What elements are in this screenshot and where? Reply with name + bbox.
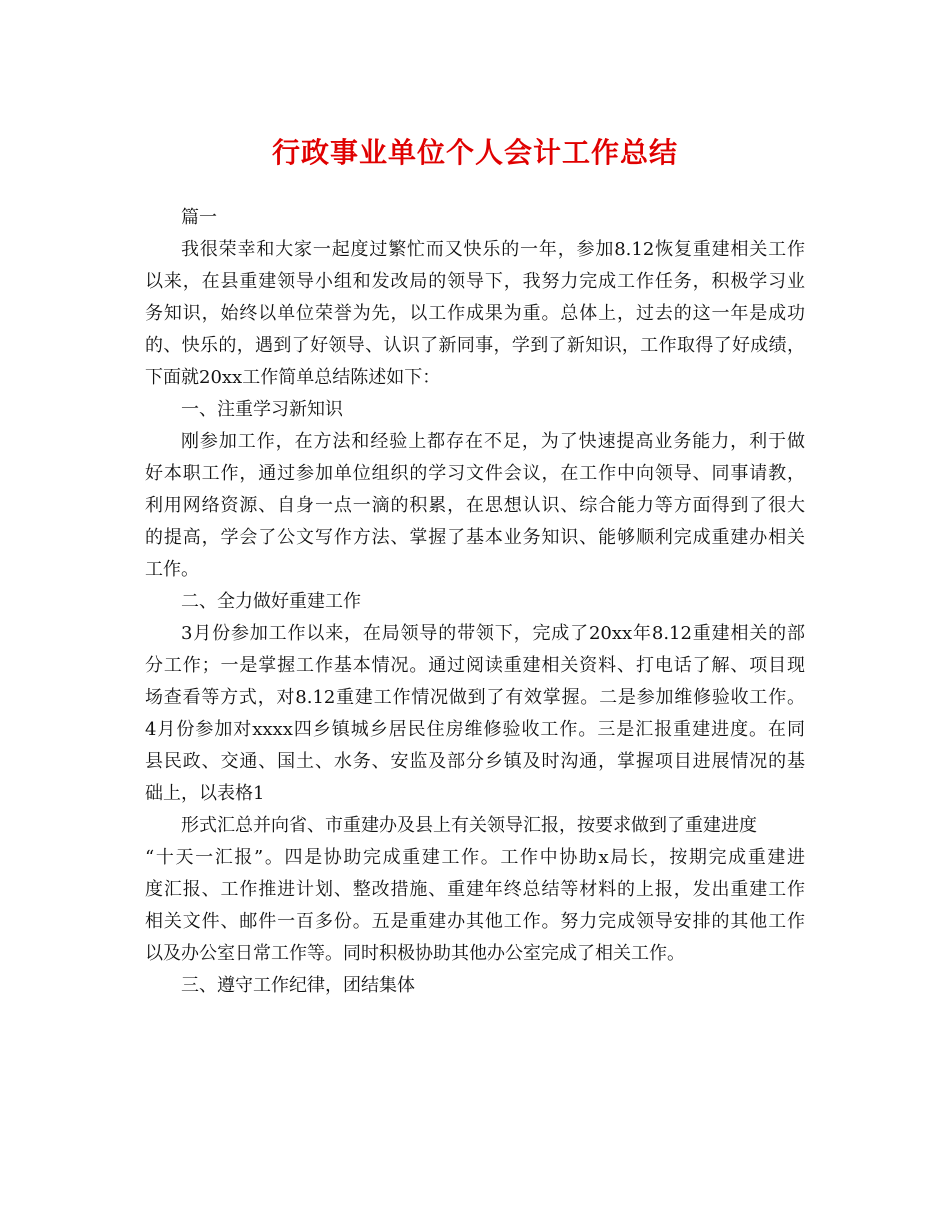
text-line: 篇一 [181, 207, 217, 228]
document-title: 行政事业单位个人会计工作总结 [271, 136, 678, 169]
text-line: 刚参加工作，在方法和经验上都存在不足，为了快速提高业务能力，利于做 [181, 431, 805, 452]
text-line: 3月份参加工作以来，在局领导的带领下，完成了20xx年8.12重建相关的部 [181, 623, 805, 644]
text-line: 的、快乐的，遇到了好领导、认识了新同事，学到了新知识，工作取得了好成绩， [145, 335, 805, 356]
text-line: 三、遵守工作纪律，团结集体 [181, 975, 415, 996]
text-line: 分工作；一是掌握工作基本情况。通过阅读重建相关资料、打电话了解、项目现 [145, 655, 805, 676]
text-line: 度汇报、工作推进计划、整改措施、重建年终总结等材料的上报，发出重建工作 [145, 879, 805, 900]
text-line: 相关文件、邮件一百多份。五是重建办其他工作。努力完成领导安排的其他工作 [145, 911, 805, 932]
text-line: 工作。 [145, 559, 199, 580]
document-body [145, 202, 805, 1002]
text-line: 以及办公室日常工作等。同时积极协助其他办公室完成了相关工作。 [145, 943, 685, 964]
text-line: 以来，在县重建领导小组和发改局的领导下，我努力完成工作任务，积极学习业 [145, 271, 805, 292]
text-line: 县民政、交通、国土、水务、安监及部分乡镇及时沟通，掌握项目进展情况的基 [145, 751, 805, 772]
text-line: 下面就20xx工作简单总结陈述如下： [145, 367, 441, 388]
text-line: 形式汇总并向省、市重建办及县上有关领导汇报，按要求做到了重建进度 [181, 815, 757, 836]
text-line: 务知识，始终以单位荣誉为先，以工作成果为重。总体上，过去的这一年是成功 [145, 303, 805, 324]
text-line: 我很荣幸和大家一起度过繁忙而又快乐的一年，参加8.12恢复重建相关工作 [181, 239, 805, 260]
text-line: “十天一汇报”。四是协助完成重建工作。工作中协助x局长，按期完成重建进 [145, 847, 805, 868]
text-line: 二、全力做好重建工作 [181, 591, 361, 612]
text-line: 好本职工作，通过参加单位组织的学习文件会议，在工作中向领导、同事请教， [145, 463, 805, 484]
text-line: 础上，以表格1 [145, 783, 265, 804]
text-line: 利用网络资源、自身一点一滴的积累，在思想认识、综合能力等方面得到了很大 [145, 495, 805, 516]
text-line: 场查看等方式，对8.12重建工作情况做到了有效掌握。二是参加维修验收工作。 [145, 687, 805, 708]
text-line: 4月份参加对xxxx四乡镇城乡居民住房维修验收工作。三是汇报重建进度。在同 [145, 719, 805, 740]
text-line: 的提高，学会了公文写作方法、掌握了基本业务知识、能够顺利完成重建办相关 [145, 527, 805, 548]
text-line: 一、注重学习新知识 [181, 399, 343, 420]
